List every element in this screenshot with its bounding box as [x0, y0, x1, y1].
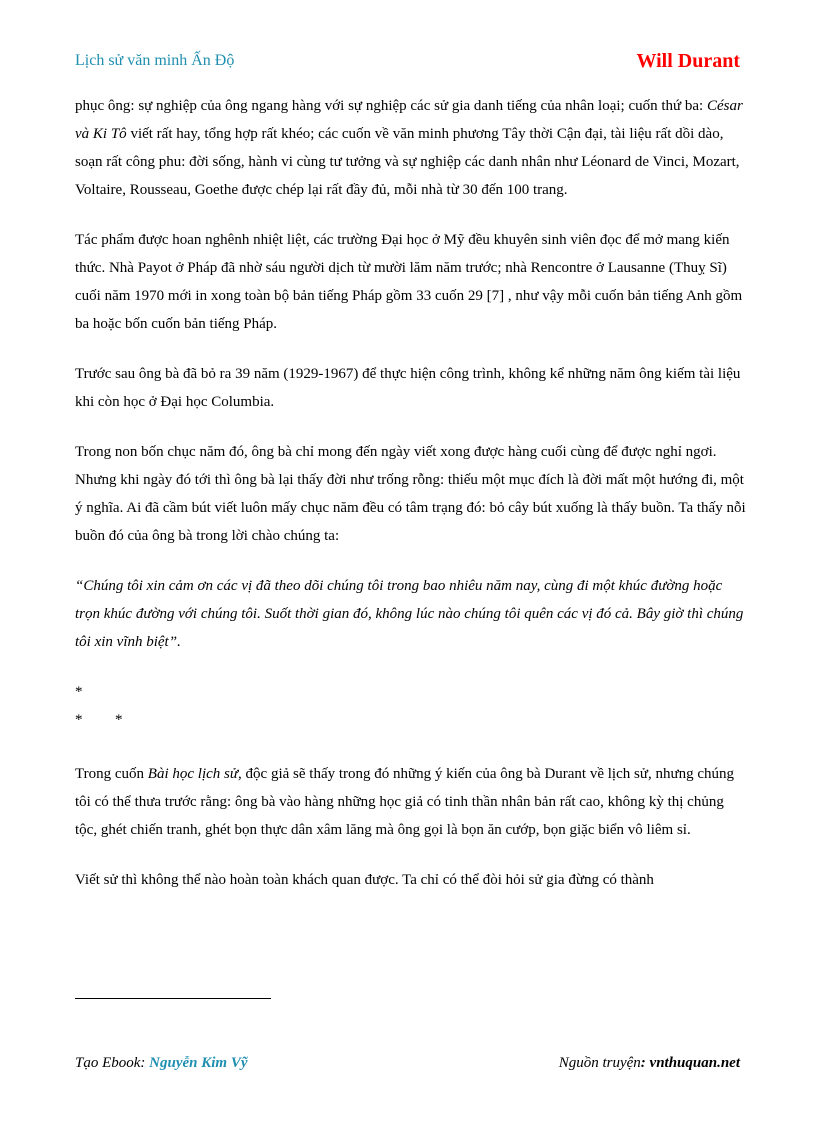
page-body [75, 92, 747, 916]
paragraph-3: Trước sau ông bà đã bỏ ra 39 năm (1929-1967) để thực hiện công trình, không kể những năm ông kiếm tài liệu khi còn học ở Đại học Columbia. [75, 366, 741, 410]
farewell-quote: “Chúng tôi xin cảm ơn các vị đã theo dõi chúng tôi trong bao nhiêu năm nay, cùng đi một khúc đường hoặc trọn khúc đường với chúng tôi. Suốt thời gian đó, không lúc nào chúng tôi quên các vị đó cả. Bây giờ thì chúng tôi xin vĩnh biệt”. [75, 578, 744, 650]
paragraph-6: Viết sử thì không thể nào hoàn toàn khách quan được. Ta chỉ có thể đòi hỏi sử gia đừng có thành [75, 872, 654, 888]
source-site[interactable]: vnthuquan.net [649, 1055, 740, 1071]
author-name: Will Durant [636, 50, 740, 72]
ebook-author: Nguyễn Kim Vỹ [149, 1055, 248, 1071]
separator-star: * [75, 684, 83, 700]
footer-ebook-credit [75, 1055, 248, 1072]
source-label: Nguồn truyện [558, 1055, 641, 1071]
footnote-divider [75, 998, 271, 999]
paragraph-1-text-b: viết rất hay, tổng hợp rất khéo; các cuốn về văn minh phương Tây thời Cận đại, tài liệu rất dồi dào, soạn rất công phu: đời sống, hành vi cùng tư tưởng và sự nghiệp các danh nhân như Léonard de Vinci, Mozart, Voltaire, Rousseau, Goethe được chép lại rất đầy đủ, mỗi nhà từ 30 đến 100 trang. [75, 126, 740, 198]
footer-colon: : [640, 1055, 650, 1071]
paragraph-2: Tác phẩm được hoan nghênh nhiệt liệt, các trường Đại học ở Mỹ đều khuyên sinh viên đọc để mở mang kiến thức. Nhà Payot ở Pháp đã nhờ sáu người dịch từ mười lăm năm trước; nhà Rencontre ở Lausanne (Thuỵ Sĩ) cuối năm 1970 mới in xong toàn bộ bản tiếng Pháp gồm 33 cuốn 29 [7] , như vậy mỗi cuốn bản tiếng Anh gồm ba hoặc bốn cuốn bản tiếng Pháp. [75, 232, 743, 332]
paragraph-1 [75, 92, 747, 204]
ebook-label: Tạo Ebook [75, 1055, 141, 1071]
book-title: Lịch sử văn minh Ấn Độ [75, 52, 235, 69]
footer-colon: : [140, 1055, 150, 1071]
paragraph-5-text-a: Trong cuốn [75, 766, 148, 782]
paragraph-5 [75, 760, 747, 844]
footer-source-credit [559, 1055, 740, 1072]
section-separator [75, 678, 747, 734]
separator-star: * [115, 712, 123, 728]
book-title-lessons: Bài học lịch sử [147, 766, 239, 782]
separator-star: * [75, 712, 83, 728]
paragraph-1-text-a: phục ông: sự nghiệp của ông ngang hàng với sự nghiệp các sử gia danh tiếng của nhân loại; cuốn thứ ba: [75, 98, 707, 114]
paragraph-5-text-b: , độc giả sẽ thấy trong đó những ý kiến của ông bà Durant về lịch sử, nhưng chúng tôi có thể thưa trước rằng: ông bà vào hàng những học giả có tinh thần nhân bản rất cao, không kỳ thị chủng tộc, ghét chiến tranh, ghét bọn thực dân xâm lăng mà ông gọi là bọn ăn cướp, bọn giặc biển vô liêm sỉ. [75, 766, 734, 838]
book-title-caesar: César và Ki Tô [75, 98, 743, 142]
paragraph-4: Trong non bốn chục năm đó, ông bà chỉ mong đến ngày viết xong được hàng cuối cùng để được nghỉ ngơi. Nhưng khi ngày đó tới thì ông bà lại thấy đời như trống rỗng: thiếu một mục đích là đời mất một hướng đi, một ý nghĩa. Ai đã cầm bút viết luôn mấy chục năm đều có tâm trạng đó: bỏ cây bút xuống là thấy buồn. Ta thấy nỗi buồn đó của ông bà trong lời chào chúng ta: [75, 444, 746, 544]
